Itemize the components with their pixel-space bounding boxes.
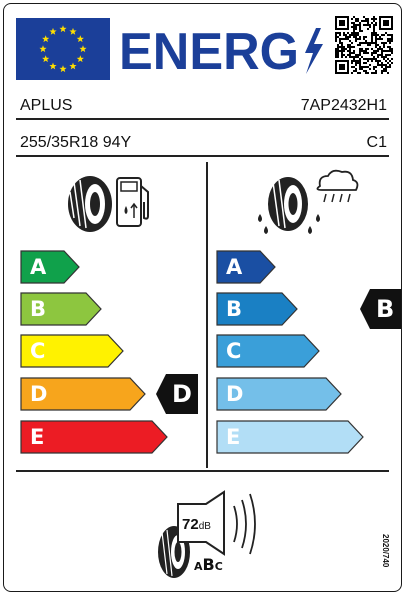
rating-bar-a: [216, 250, 276, 284]
rating-bar-d: [20, 377, 146, 411]
fuel-rating-badge: D: [156, 374, 198, 414]
rating-bar-d: [216, 377, 342, 411]
lightning-icon: [305, 28, 323, 74]
column-divider: [206, 162, 208, 468]
tyre-type-id: 7AP2432H1: [300, 97, 387, 114]
rating-bar-b: [216, 292, 298, 326]
wet-grip-rating-badge: B: [360, 289, 402, 329]
noise-value: [182, 516, 211, 533]
tyre-rain-cloud-icon: [252, 168, 362, 238]
noise-class-scale: [194, 555, 223, 574]
noise-db-number: 72: [182, 516, 199, 533]
rating-bar-c: [20, 334, 124, 368]
rating-bar-letter: E: [30, 425, 45, 449]
divider: [16, 470, 389, 472]
rating-bar-letter: B: [226, 297, 243, 321]
supplier-name: APLUS: [20, 97, 73, 114]
noise-db-unit: dB: [198, 521, 211, 532]
rating-bar-letter: C: [226, 339, 242, 363]
energy-wordmark: [119, 22, 324, 78]
divider: [16, 155, 389, 157]
qr-code-icon: [335, 16, 393, 74]
rating-bar-letter: D: [30, 382, 48, 406]
divider: [16, 118, 389, 120]
rating-bar-e: [20, 420, 168, 454]
tyre-fuel-pump-icon: [62, 172, 157, 234]
rating-bar-a: [20, 250, 80, 284]
noise-class-c: C: [214, 560, 223, 573]
rating-bar-letter: B: [30, 297, 47, 321]
rating-bar-e: [216, 420, 364, 454]
rating-bar-b: [20, 292, 102, 326]
tyre-size: 255/35R18 94Y: [20, 134, 132, 151]
rating-bar-letter: C: [30, 339, 46, 363]
rating-bar-letter: A: [30, 255, 47, 279]
tyre-class: C1: [366, 134, 387, 151]
eu-flag-icon: [16, 18, 110, 80]
rating-bar-c: [216, 334, 320, 368]
rating-bar-letter: D: [226, 382, 244, 406]
noise-class-a: A: [194, 560, 203, 573]
energy-label: [3, 3, 402, 592]
energy-title: ENERG: [119, 23, 299, 78]
rating-bar-letter: E: [226, 425, 241, 449]
noise-class-b: B: [202, 555, 215, 574]
regulation-number: 2020/740: [381, 534, 390, 568]
rating-bar-letter: A: [226, 255, 243, 279]
